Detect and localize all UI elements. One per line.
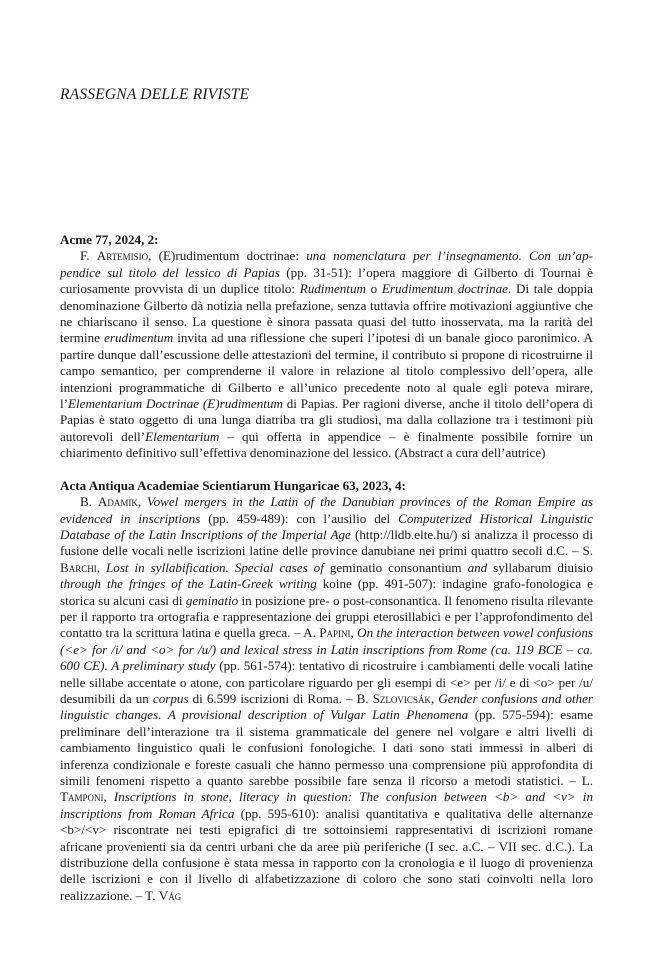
text-run: (pp. 561-574): tentativo di ricostruire i cambiamenti delle vocali latine nelle sillabe accentate o atone, con particolare riguardo per gli esempi di <e> per /i/ e di <o> per /u/ desumibili da un: [60, 658, 593, 706]
italic-run: Vowel mergers in the Latin of the Danubian provinces of the Roman Empire as evidenced in inscriptions: [60, 494, 594, 526]
text-run: di 6.599 iscrizioni di Roma. – B.: [188, 690, 373, 706]
author-name: Vág: [158, 887, 182, 903]
page-body: [60, 232, 593, 920]
author-name: Artemisio: [96, 248, 149, 264]
review-entry-acme: [60, 232, 593, 462]
italic-run: geminatio: [185, 592, 239, 608]
text-run: (pp. 31-51): l’opera maggiore di Gilberto di Tournai è curiosamente provvista di un duplice titolo:: [60, 264, 593, 297]
author-name: Barchi: [60, 559, 97, 575]
text-run: invita ad una riflessione che superi l’ipotesi di un banale gioco paronimico. A partire dunque dall’escussione delle attestazioni del termine, il contributo si propone di ricostruirne il campo semantico, per comprenderne il valore in relazione al titolo complessivo dell’opera, alle intenzioni programmatiche di Gilberto e all’unico precedente noto al quale egli poteva mirare, l’: [60, 330, 594, 412]
text-run: o: [365, 281, 382, 297]
abstract-paragraph: [60, 248, 593, 461]
italic-run: Elementarium: [145, 428, 220, 444]
journal-heading: Acme 77, 2024, 2:: [60, 232, 159, 247]
text-run: (pp. 595-610): analisi quantitativa e qualitativa delle alternanze <b>/<v> riscontrate nei testi epigrafici di tre sottoinsiemi rappresentativi di iscrizioni romane africane provenienti sia da centri urbani che da aree più periferiche (I sec. a.C. – VII sec. d.C.). La distribuzione della confusione è stata messa in rapporto con la cronologia e il luogo di provenienza delle iscrizioni e con il livello di alfabetizzazione di coloro che sono stati coinvolti nella loro realizzazione. – T.: [60, 805, 594, 903]
running-head: RASSEGNA DELLE RIVISTE: [60, 86, 250, 103]
italic-run: erudimentum: [104, 330, 174, 346]
italic-run: through the fringes of the Latin-Greek writing: [60, 576, 317, 592]
author-name: Szlovicsák: [372, 690, 431, 706]
italic-run: Rudimentum: [299, 281, 366, 297]
text-run: – qui offerta in appendice – è finalmente possibile fornire un chiarimento definitivo sull’effettiva denominazione del lessico. (Abstract a cura dell’autrice): [60, 428, 593, 461]
text-run: in posizione pre- o post-consonantica. Il fenomeno risulta rilevante per il rapporto tra ortografia e rappresentazione dei gruppi eterosillabici e per l’approfondimento del contatto tra la scrittura latina e quella greca. – A.: [60, 592, 593, 641]
text-run: ,: [96, 559, 106, 575]
text-run: ,: [430, 690, 439, 706]
italic-run: Erudimentum doctrinae: [381, 281, 509, 297]
author-name: Papini: [319, 625, 351, 641]
text-run: koine (pp. 491-507): indagine grafo-fonologica e storica su alcuni casi di: [60, 576, 593, 608]
text-run: (pp. 459-489): con l’ausilio del: [200, 510, 399, 526]
text-run: ,: [350, 625, 358, 641]
italic-run: corpus: [152, 690, 189, 706]
text-run: (pp. 575-594): esame preliminare dell’interazione tra il sistema grammaticale del genere nel volgare e altri livelli di cambiamento linguistico quali le confusioni fonologiche. I dati sono stati immessi in alberi di inferenza condizionale e foreste casuali che hanno permesso una comprensione più approfondita di simili fenomeni rispetto a quanto sarebbe possibile fare senza il ricorso a metodi statistici. – L.: [60, 707, 593, 788]
italic-run: Lost in syllabification. Special cases of: [106, 559, 324, 575]
text-run: B.: [80, 494, 98, 510]
text-run: , (E)rudimentum doctrinae:: [148, 248, 307, 264]
text-run: geminatio consonantium: [323, 559, 468, 575]
italic-run: Computerized Historical Linguistic Database of the Latin Inscriptions of the Imperial Age: [60, 510, 594, 542]
text-run: (http://lldb.elte.hu/) si analizza il processo di fusione delle vocali nelle iscrizioni latine delle province danubiane nei primi quattro secoli d.C. – S.: [60, 526, 593, 559]
abstract-paragraph: [60, 494, 593, 904]
journal-heading: Acta Antiqua Academiae Scientiarum Hungaricae 63, 2023, 4:: [60, 477, 406, 493]
text-run: F.: [80, 248, 97, 264]
text-run: . Di tale doppia denominazione Gilberto dà notizia nella prefazione, senza tuttavia offrire motivazioni aggiuntive che ne chiariscano il senso. La questione è sinora passata quasi del tutto inosservata, ma la rarità del termine: [60, 281, 593, 346]
text-run: syllabarum diuisio: [487, 559, 593, 575]
italic-run: Gender confusions and other linguistic changes. A provisional description of Vulgar Latin Phenomena: [60, 690, 593, 723]
text-run: ,: [137, 494, 148, 510]
author-name: Adamik: [97, 494, 138, 510]
italic-run: una nomenclatura per l’insegnamento. Con un’appendice sul titolo del lessico di Papias: [60, 248, 593, 280]
italic-run: Inscriptions in stone, literacy in question: The confusion between <b> and <v> in inscriptions from Roman Africa: [60, 789, 593, 821]
review-entry-acta-antiqua: [60, 478, 593, 905]
italic-run: and: [467, 559, 488, 575]
text-run: ,: [103, 789, 114, 805]
italic-run: On the interaction between vowel confusions (<e> for /i/ and <o> for /u/) and lexical stress in Latin inscriptions from Rome (ca. 119 BCE – ca. 600 CE). A preliminary study: [60, 625, 593, 674]
italic-run: Elementarium Doctrinae (E)rudimentum: [68, 396, 283, 412]
author-name: Tamponi: [60, 789, 104, 805]
text-run: di Papias. Per ragioni diverse, anche il titolo dell’opera di Papias è stato oggetto di una lunga diatriba tra gli studiosi, ma dalla collazione tra i testimoni più autorevoli dell’: [60, 396, 593, 444]
